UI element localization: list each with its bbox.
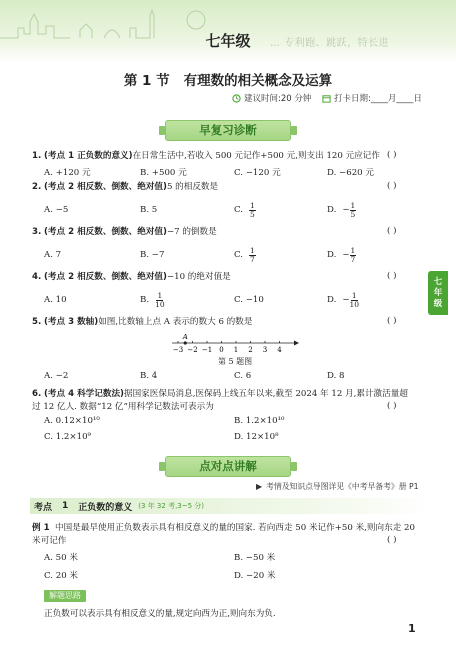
option-d: D. 8 xyxy=(327,371,345,381)
example-1 xyxy=(32,522,417,548)
solution-idea-text: 正负数可以表示具有相反意义的量,规定向西为正,则向东为负. xyxy=(44,609,276,619)
option-d: D. 12×10⁸ xyxy=(234,432,279,442)
fraction: $\frac{1}{7}$ xyxy=(350,245,356,264)
option-a: A. −2 xyxy=(44,371,69,381)
option-c: C. $\frac{1}{7}$ xyxy=(234,245,255,264)
grade-title: 七年级 xyxy=(205,32,251,50)
question-5: 5. (考点 3 数轴)如图,比数轴上点 A 表示的数大 6 的数是 xyxy=(32,317,253,327)
header-slogan: … 专利跑、跳跃，特长进 xyxy=(270,38,390,49)
figure-caption: 第 5 题图 xyxy=(218,357,253,366)
section-title xyxy=(0,69,456,89)
number-line-tick-label: −1 xyxy=(201,346,213,354)
example-number: 例 1 xyxy=(32,523,50,533)
option-a: A. 10 xyxy=(44,295,67,305)
option-c: C. −10 xyxy=(234,295,264,305)
page-number: 1 xyxy=(408,622,416,635)
example-options-row1 xyxy=(44,548,404,566)
number-line-tick-label: 0 xyxy=(219,346,224,354)
checkin-date: 打卡日期:____月____日 xyxy=(322,92,422,104)
example-options-row2 xyxy=(44,566,404,584)
question-text: 据国家医保局消息,医保码上线五年以来,截至 2024 年 12 月,累计激活量超过 12 亿人. 数据“12 亿”用科学记数法可表示为 xyxy=(32,389,408,412)
fraction: $\frac{1}{5}$ xyxy=(250,200,255,219)
question-6: 6. (考点 4 科学记数法)据国家医保局消息,医保码上线五年以来,截至 2024 年 12 月,累计激活量超过 12 亿人. 数据“12 亿”用科学记数法可表示为 xyxy=(32,389,408,412)
question-tag: (考点 4 科学记数法) xyxy=(43,389,124,399)
option-d: D. − $\frac{1}{5}$ xyxy=(327,200,356,219)
solution-idea-tag: 解题思路 xyxy=(44,590,86,602)
question-tag: (考点 3 数轴) xyxy=(43,317,99,327)
option-b: B. +500 元 xyxy=(140,168,187,178)
options-3 xyxy=(44,244,404,266)
option-d: D. −20 米 xyxy=(234,571,276,581)
answer-paren: ( ) xyxy=(387,401,397,411)
option-b: B. $\frac{1}{10}$ xyxy=(140,290,165,309)
fraction: $\frac{1}{7}$ xyxy=(250,245,255,264)
options-2 xyxy=(44,199,404,221)
calendar-icon xyxy=(322,94,331,103)
option-b: B. 5 xyxy=(140,205,158,215)
options-4 xyxy=(44,289,404,311)
kp-tag: 考点 xyxy=(34,502,53,513)
number-line-tick-label: 2 xyxy=(248,346,253,354)
option-b: B. −50 米 xyxy=(234,553,276,563)
kp-title: 正负数的意义 xyxy=(78,502,133,513)
number-line-tick-label: 3 xyxy=(262,346,268,354)
question-text: 5 的相反数是 xyxy=(166,182,219,192)
option-a: A. −5 xyxy=(44,205,69,215)
kp-frequency-note: (3 年 32 考,3~5 分) xyxy=(138,502,205,510)
options-1 xyxy=(44,161,404,183)
number-line-tick-label: −2 xyxy=(187,346,198,354)
option-d: D. −620 元 xyxy=(327,168,374,178)
answer-paren: ( ) xyxy=(387,226,397,236)
question-tag: (考点 2 相反数、倒数、绝对值) xyxy=(43,227,167,237)
options-6-row2 xyxy=(44,428,404,446)
reference-note: ▶ 考情及知识点导图详见《中考早备考》册 P1 xyxy=(256,482,419,491)
option-b: B. 4 xyxy=(140,371,158,381)
options-5 xyxy=(44,365,404,387)
question-tag: (考点 2 相反数、倒数、绝对值) xyxy=(43,182,167,192)
answer-paren: ( ) xyxy=(387,181,397,191)
point-a-label: A xyxy=(182,334,188,341)
option-b: B. 1.2×10¹⁰ xyxy=(234,416,285,426)
question-3: 3. (考点 2 相反数、倒数、绝对值)−7 的倒数是 xyxy=(32,227,217,237)
number-line-figure xyxy=(170,334,300,356)
question-text: 如图,比数轴上点 A 表示的数大 6 的数是 xyxy=(98,317,253,327)
option-c: C. −120 元 xyxy=(234,168,281,178)
option-c: C. 20 米 xyxy=(44,571,78,581)
question-text: −7 的倒数是 xyxy=(166,227,217,237)
answer-paren: ( ) xyxy=(387,271,397,281)
option-a: A. +120 元 xyxy=(44,168,91,178)
question-4: 4. (考点 2 相反数、倒数、绝对值)−10 的绝对值是 xyxy=(32,272,231,282)
option-c: C. $\frac{1}{5}$ xyxy=(234,200,255,219)
point-a xyxy=(184,341,187,344)
review-banner: 早复习诊断 xyxy=(165,120,291,141)
option-c: C. 6 xyxy=(234,371,252,381)
knowledge-point-header xyxy=(30,498,428,514)
kp-number: 1 xyxy=(62,501,69,511)
section-name: 有理数的相关概念及运算 xyxy=(183,73,333,89)
option-a: A. 7 xyxy=(44,250,62,260)
option-b: B. −7 xyxy=(140,250,165,260)
answer-paren: ( ) xyxy=(387,316,397,326)
grade-side-tab: 七 年 级 xyxy=(428,271,448,315)
answer-paren: ( ) xyxy=(387,150,397,160)
answer-paren: ( ) xyxy=(387,535,397,545)
fraction: $\frac{1}{5}$ xyxy=(350,200,356,219)
question-1: 1. (考点 1 正负数的意义)在日常生活中,若收入 500 元记作+500 元,则支出 120 元应记作 xyxy=(32,151,380,161)
example-text: 中国是最早使用正负数表示具有相反意义的量的国家. 若向西走 50 米记作+50 米,则向东走 20 米可记作 xyxy=(32,523,415,546)
question-2: 2. (考点 2 相反数、倒数、绝对值)5 的相反数是 xyxy=(32,182,219,192)
option-a: A. 50 米 xyxy=(44,553,78,563)
question-tag: (考点 1 正负数的意义) xyxy=(43,151,133,161)
number-line-tick-label: −3 xyxy=(172,346,184,354)
suggested-time: 建议时间:20 分钟 xyxy=(232,92,311,104)
clock-icon xyxy=(232,94,241,103)
question-text: −10 的绝对值是 xyxy=(166,272,231,282)
arrow-right-icon xyxy=(294,341,299,346)
explain-banner: 点对点讲解 xyxy=(165,456,291,477)
triangle-right-icon: ▶ xyxy=(256,482,263,491)
number-line-tick-label: 1 xyxy=(233,346,239,354)
option-d: D. − $\frac{1}{10}$ xyxy=(327,290,360,309)
section-number: 第 1 节 xyxy=(123,73,170,89)
number-line-tick-label: 4 xyxy=(277,346,282,354)
fraction: $\frac{1}{10}$ xyxy=(155,290,165,309)
option-a: A. 0.12×10¹⁰ xyxy=(44,416,100,426)
option-c: C. 1.2×10⁹ xyxy=(44,432,91,442)
option-d: D. − $\frac{1}{7}$ xyxy=(327,245,356,264)
question-text: 在日常生活中,若收入 500 元记作+500 元,则支出 120 元应记作 xyxy=(132,151,380,161)
fraction: $\frac{1}{10}$ xyxy=(349,290,360,309)
question-tag: (考点 2 相反数、倒数、绝对值) xyxy=(43,272,167,282)
